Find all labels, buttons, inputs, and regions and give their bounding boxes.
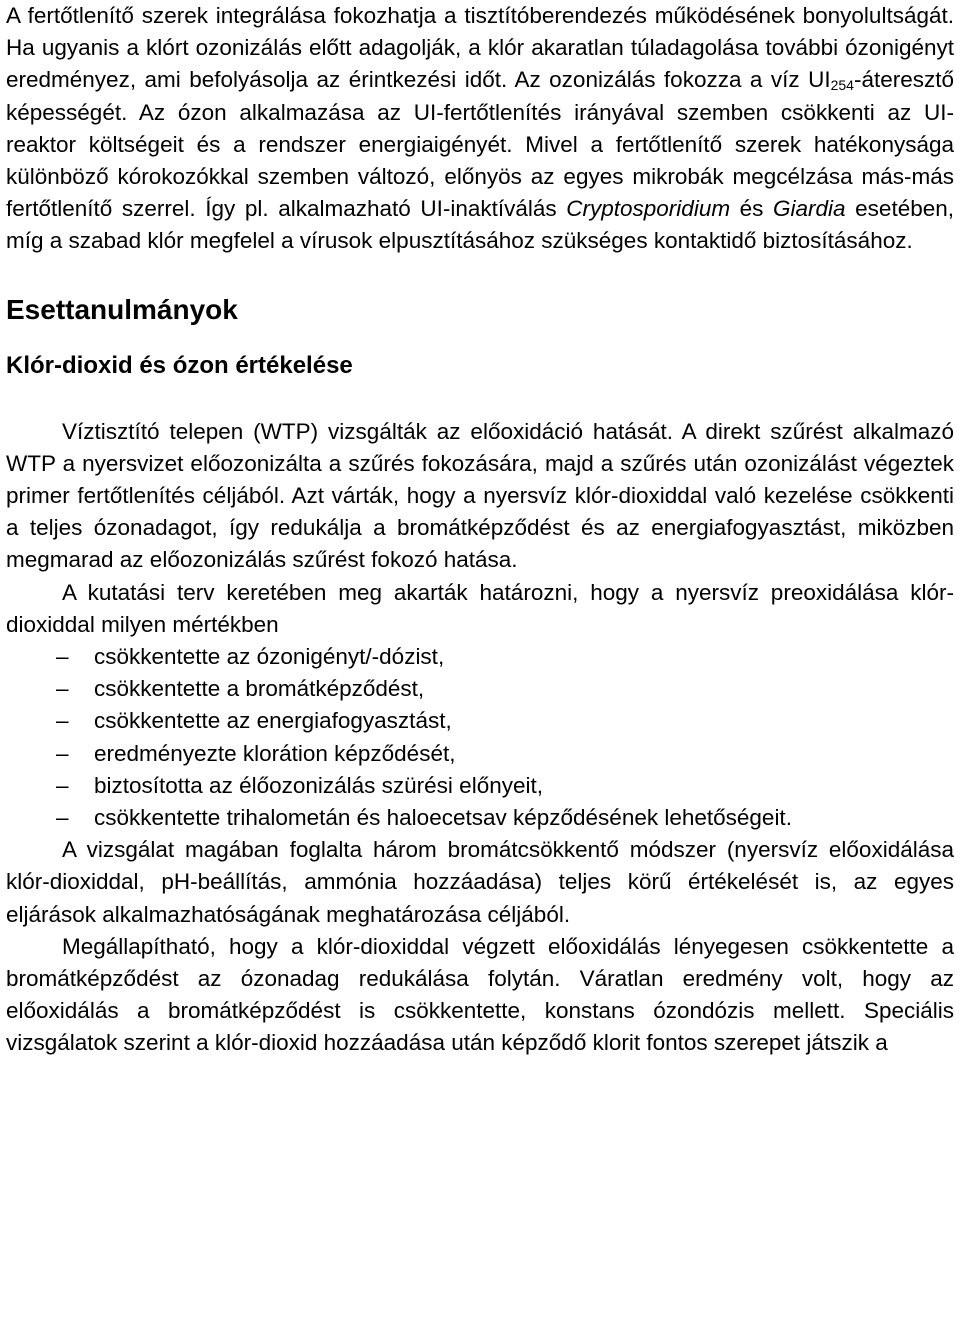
uv-wavelength-subscript: 254 — [830, 77, 854, 94]
intro-text-1: A fertőtlenítő szerek integrálása fokozhatja a tisztítóberendezés működésének bonyolultságát. Ha ugyanis a klórt ozonizálás előtt adagolják, a klór akaratlan túladagolása további ózonigényt eredményez, ami befolyásolja az érintkezési időt. Az ozonizálás fokozza a víz UI — [6, 3, 954, 93]
section-title: Esettanulmányok — [6, 293, 238, 325]
list-item — [56, 673, 954, 705]
intro-text-3: és — [730, 196, 774, 222]
list-item — [56, 770, 954, 802]
dash-marker: – — [56, 772, 69, 798]
paragraph-research-plan: A kutatási terv keretében meg akarták határozni, hogy a nyersvíz preoxidálása klór-dioxiddal milyen mértékben — [6, 579, 954, 637]
species-cryptosporidium: Cryptosporidium — [566, 196, 731, 222]
dash-marker: – — [56, 644, 69, 670]
list-item-text: csökkentette a bromátképződést, — [94, 676, 425, 702]
objectives-list — [6, 641, 954, 834]
list-item-text: eredményezte klorátion képződését, — [94, 740, 456, 766]
list-item-text: biztosította az élőozonizálás szürési előnyeit, — [94, 772, 543, 798]
paragraph-conclusion: Megállapítható, hogy a klór-dioxiddal végzett előoxidálás lényegesen csökkentette a bromátképződést az ózonadag redukálása folytán. Váratlan eredmény volt, hogy az előoxidálás a bromátképződést is csökkentette, konstans ózondózis mellett. Speciális vizsgálatok szerint a klór-dioxid hozzáadása után képződő klorit fontos szerepet játszik a — [6, 933, 954, 1056]
dash-marker: – — [56, 708, 69, 734]
dash-marker: – — [56, 676, 69, 702]
intro-paragraph — [6, 0, 954, 258]
list-item-text: csökkentette az ózonigényt/-dózist, — [94, 644, 445, 670]
list-item — [56, 705, 954, 737]
intro-text-4: esetében, míg a szabad klór megfelel a vírusok elpusztításához szükséges kontaktidő biztosításához. — [6, 196, 954, 254]
list-item — [56, 738, 954, 770]
intro-text-2: -áteresztő képességét. Az ózon alkalmazása az UI-fertőtlenítés irányával szemben csökkenti az UI-reaktor költségeit és a rendszer energiaigényét. Mivel a fertőtlenítő szerek hatékonysága különböző kórokozókkal szemben változó, előnyös az egyes mikrobák megcélzása más-más fertőtlenítő szerrel. Így pl. alkalmazható UI-inaktíválás — [6, 67, 954, 222]
list-item — [56, 641, 954, 673]
list-item-text: csökkentette az energiafogyasztást, — [94, 708, 452, 734]
list-item — [56, 802, 954, 834]
paragraph-wtp-study: Víztisztító telepen (WTP) vizsgálták az előoxidáció hatását. A direkt szűrést alkalmazó WTP a nyersvizet előozonizálta a szűrés fokozására, majd a szűrés után ozonizálást végeztek primer fertőtlenítés céljából. Azt várták, hogy a nyersvíz klór-dioxiddal való kezelése csökkenti a teljes ózonadagot, így redukálja a bromátképződést és az energiafogyasztást, miközben megmarad az előozonizálás szűrést fokozó hatása. — [6, 418, 954, 573]
species-giardia: Giardia — [773, 196, 846, 222]
list-item-text: csökkentette trihalometán és haloecetsav képződésének lehetőségeit. — [94, 805, 792, 831]
subsection-title: Klór-dioxid és ózon értékelése — [6, 351, 353, 379]
dash-marker: – — [56, 740, 69, 766]
paragraph-bromate-methods: A vizsgálat magában foglalta három bromátcsökkentő módszer (nyersvíz előoxidálása klór-dioxiddal, pH-beállítás, ammónia hozzáadása) teljes körű értékelését is, az egyes eljárások alkalmazhatóságának meghatározása céljából. — [6, 837, 954, 927]
dash-marker: – — [56, 805, 69, 831]
